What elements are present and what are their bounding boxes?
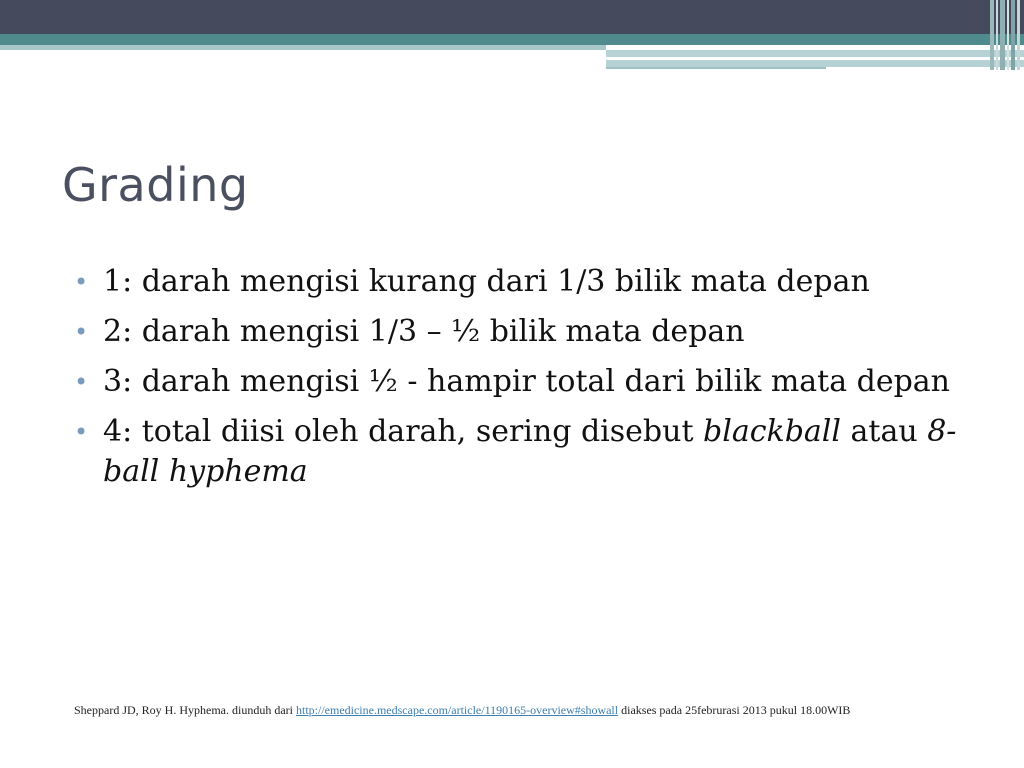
- reference-footnote: [74, 702, 974, 718]
- bullet-list: [74, 262, 984, 502]
- header-band-teal: [0, 34, 1024, 45]
- header-strip: [606, 60, 1024, 67]
- bullet-marker: •: [74, 318, 89, 346]
- bullet-text: 3: darah mengisi ½ - hampir total dari bilik mata depan: [103, 364, 951, 399]
- bullet-text: 1: darah mengisi kurang dari 1/3 bilik mata depan: [103, 264, 870, 299]
- header-strip: [606, 67, 826, 69]
- bullet-marker: •: [74, 268, 89, 296]
- bullet-marker: •: [74, 368, 89, 396]
- corner-vertical-stripes: [990, 0, 1024, 70]
- reference-link[interactable]: http://emedicine.medscape.com/article/1190165-overview#showall: [295, 703, 619, 717]
- header-band-dark: [0, 0, 1024, 34]
- slide-title: Grading: [62, 158, 249, 212]
- bullet-item: [74, 312, 984, 352]
- bullet-item: [74, 362, 984, 402]
- footnote-text: Sheppard JD, Roy H. Hyphema. diunduh dari: [74, 703, 296, 717]
- footnote-text: diakses pada 25februrasi 2013 pukul 18.00WIB: [618, 703, 851, 717]
- bullet-item: [74, 412, 984, 492]
- header-strip: [606, 50, 1024, 57]
- bullet-emphasis: 8-ball hyphema: [103, 414, 957, 489]
- bullet-text: 4: total diisi oleh darah, sering disebut: [103, 414, 704, 449]
- bullet-text: atau: [840, 414, 928, 449]
- bullet-marker: •: [74, 418, 89, 446]
- bullet-item: [74, 262, 984, 302]
- bullet-emphasis: blackball: [703, 414, 841, 449]
- bullet-text: 2: darah mengisi 1/3 – ½ bilik mata depan: [103, 314, 745, 349]
